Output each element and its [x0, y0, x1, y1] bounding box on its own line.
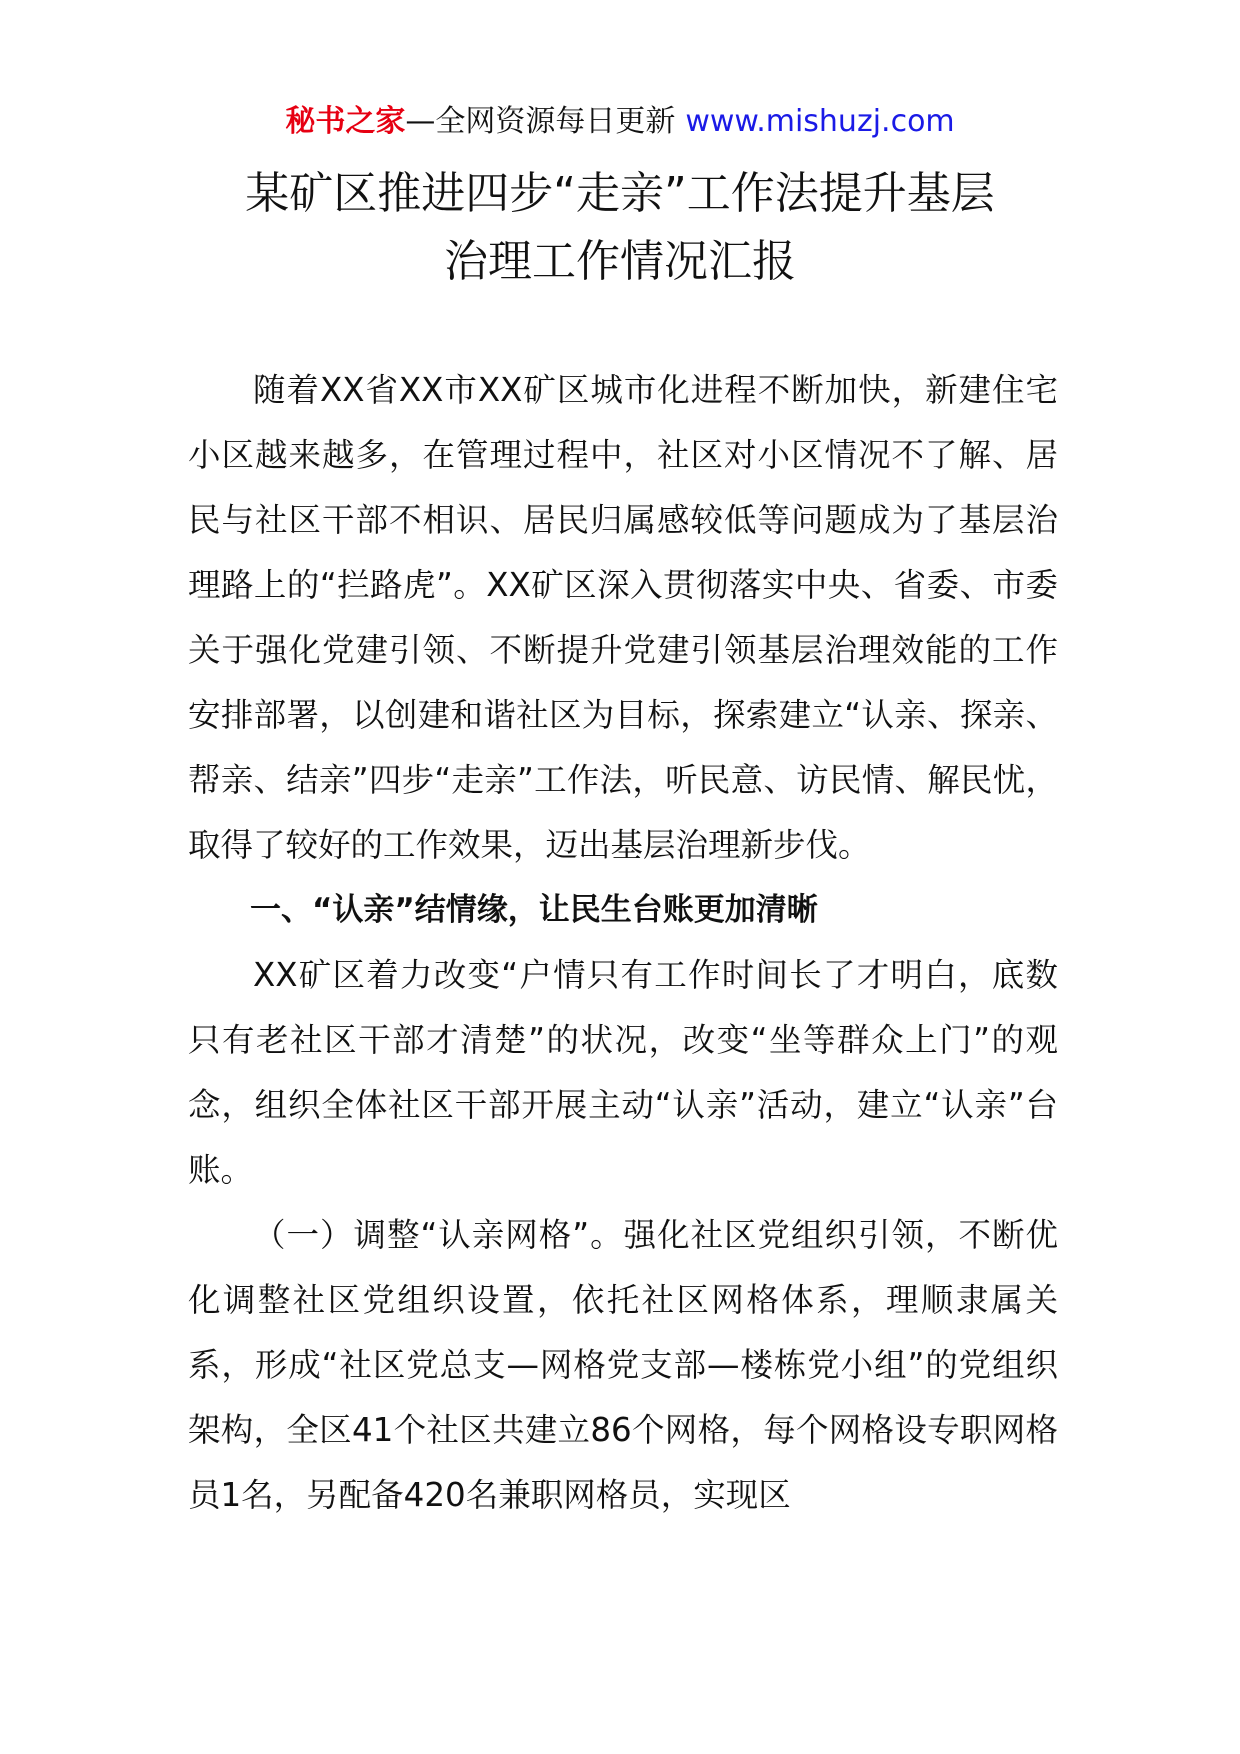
document-body: [188, 358, 1058, 1528]
brand-name: 秘书之家: [285, 104, 406, 139]
document-title: [150, 160, 1090, 296]
site-header: [0, 100, 1240, 144]
intro-paragraph: 随着XX省XX市XX矿区城市化进程不断加快，新建住宅小区越来越多，在管理过程中，社区对小区情况不了解、居民与社区干部不相识、居民归属感较低等问题成为了基层治理路上的“拦路虎”。XX矿区深入贯彻落实中央、省委、市委关于强化党建引领、不断提升党建引领基层治理效能的工作安排部署，以创建和谐社区为目标，探索建立“认亲、探亲、帮亲、结亲”四步“走亲”工作法，听民意、访民情、解民忧，取得了较好的工作效果，迈出基层治理新步伐。: [188, 371, 1058, 864]
site-url-link[interactable]: www.mishuzj.com: [685, 104, 955, 139]
title-line-1: 某矿区推进四步“走亲”工作法提升基层: [245, 168, 995, 219]
body-paragraph: XX矿区着力改变“户情只有工作时间长了才明白，底数只有老社区干部才清楚”的状况，改变“坐等群众上门”的观念，组织全体社区干部开展主动“认亲”活动，建立“认亲”台账。: [188, 956, 1058, 1189]
body-paragraph: （一）调整“认亲网格”。强化社区党组织引领，不断优化调整社区党组织设置，依托社区网格体系，理顺隶属关系，形成“社区党总支—网格党支部—楼栋党小组”的党组织架构，全区41个社区共建立86个网格，每个网格设专职网格员1名，另配备420名兼职网格员，实现区: [188, 1216, 1058, 1514]
header-tagline: —全网资源每日更新: [405, 104, 676, 139]
title-line-2: 治理工作情况汇报: [444, 236, 796, 287]
section-heading-1: 一、“认亲”结情缘，让民生台账更加清晰: [250, 892, 818, 928]
